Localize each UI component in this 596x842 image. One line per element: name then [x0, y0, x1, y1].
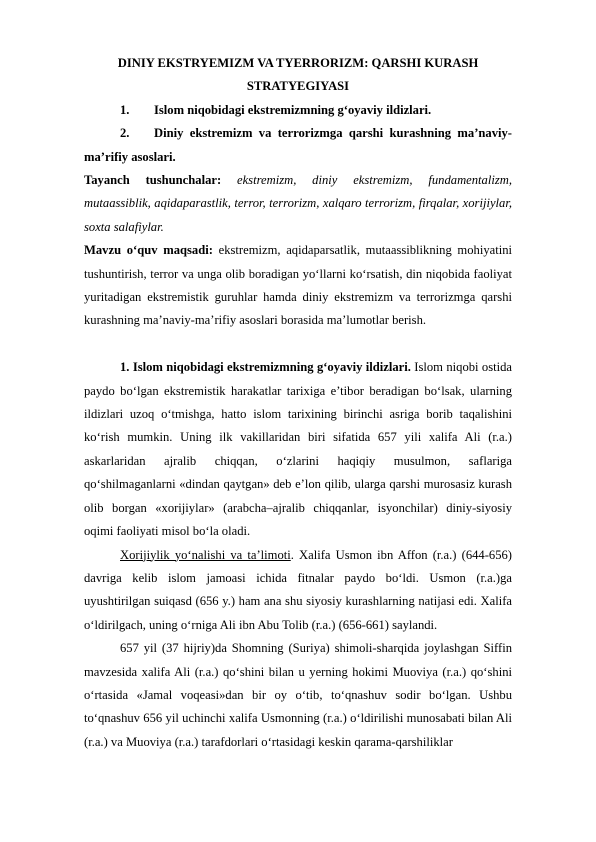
plan-item-2 [84, 122, 512, 169]
section-1-text: Islom niqobi ostida paydo bo‘lgan ekstremistik harakatlar tarixiga e’tibor beradigan bo‘lsak, ularning ildizlari uzoq o‘tmishga, hatto islom tarixining birinchi asriga borib taqalishini ko‘rish mumkin. Uning ilk vakillaridan biri sifatida 657 yili xalifa Ali (r.a.) askarlaridan ajralib chiqqan, o‘zlarini haqiqiy musulmon, saflariga qo‘shilmaganlarni «dindan qaytgan» deb e’lon qilib, ularga qarshi murosasiz kurash olib borgan «xorijiylar» (arabcha–ajralib chiqqanlar, isyonchilar) diniy-siyosiy oqimi faoliyati misol bo‘la oladi. [84, 360, 512, 539]
plan-item-text: Islom niqobidagi ekstremizmning g‘oyaviy ildizlari. [154, 102, 432, 117]
topic-goal-text: ekstremizm, aqidaparsatlik, mutaassiblikning mohiyatini tushuntirish, terror va unga olib boradigan yo‘llarni ko‘rsatish, din niqobida faoliyat yuritadigan ekstremistik guruhlar hamda diniy ekstremizm va terrorizmga qarshi kurashning ma’naviy-ma’rifiy asoslari borasida ma’lumotlar berish. [84, 243, 512, 328]
section-1-heading: 1. Islom niqobidagi ekstremizmning g‘oyaviy ildizlari. [120, 360, 411, 375]
paragraph-3-text: 657 yil (37 hijriy)da Shomning (Suriya) shimoli-sharqida joylashgan Siffin mavzesida xalifa Ali (r.a.) qo‘shini bilan u yerning hokimi Muoviya (r.a.) qo‘shini o‘rtasida «Jamal voqeasi»dan bir oy o‘tib, to‘qnashuv sodir bo‘lgan. Ushbu to‘qnashuv 656 yil uchinchi xalifa Usmonning (r.a.) o‘ldirilishi munosabati bilan Ali (r.a.) va Muoviya (r.a.) tarafdorlari o‘rtasidagi keskin qarama-qarshiliklar [84, 641, 512, 749]
topic-goal [84, 239, 512, 333]
key-concepts-text: ekstremizm, diniy ekstremizm, fundamentalizm, mutaassiblik, aqidaparastlik, terror, terrorizm, xalqaro terrorizm, firqalar, xorijiylar, soxta salafiylar. [84, 173, 512, 234]
paragraph-3 [84, 637, 512, 754]
plan-item-number: 2. [120, 126, 130, 141]
blank-line [84, 333, 512, 356]
plan-item-text: Diniy ekstremizm va terrorizmga qarshi kurashning ma’naviy-ma’rifiy asoslari. [84, 126, 512, 164]
section-1-paragraph [84, 356, 512, 543]
key-concepts-label: Tayanch tushunchalar: [84, 173, 222, 188]
plan-item-1 [84, 99, 512, 122]
paragraph-2-underlined: Xorijiylik yo‘nalishi va ta’limoti [120, 547, 291, 562]
topic-goal-label: Mavzu o‘quv maqsadi: [84, 243, 213, 258]
plan-list [84, 99, 512, 169]
paragraph-2-text: . Xalifa Usmon ibn Affon (r.a.) (644-656) davriga kelib islom jamoasi ichida fitnalar paydo bo‘ldi. Usmon (r.a.)ga uyushtirilgan suiqasd (656 y.) ham ana shu siyosiy kurashlarning natijasi edi. Xalifa o‘ldirilgach, uning o‘rniga Ali ibn Abu Tolib (r.a.) (656-661) saylandi. [84, 547, 513, 632]
document-title: DINIY EKSTRYEMIZM VA TYERRORIZM: QARSHI KURASH STRATYEGIYASI [117, 56, 479, 94]
document-page [84, 52, 512, 754]
paragraph-2 [84, 544, 512, 638]
plan-item-number: 1. [120, 102, 130, 117]
key-concepts [84, 169, 512, 239]
